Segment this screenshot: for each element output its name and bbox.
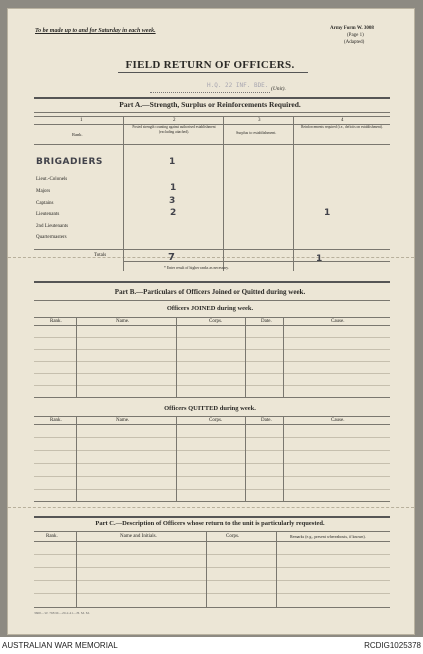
row-line	[34, 349, 390, 350]
col-number: 2	[173, 118, 176, 123]
rule	[34, 516, 390, 518]
col-divider	[76, 531, 77, 607]
col-divider	[123, 116, 124, 271]
quitted-col-cause: Cause.	[331, 418, 345, 423]
joined-col-corps: Corps.	[209, 319, 223, 324]
fold-line	[8, 507, 414, 508]
rule	[34, 116, 390, 117]
col-divider	[245, 416, 246, 501]
rule	[34, 424, 390, 425]
rule	[34, 281, 390, 283]
rank-2nd-lieutenants: 2nd Lieutenants	[36, 224, 69, 229]
rule	[34, 531, 390, 532]
c-col-corps: Corps.	[226, 534, 240, 539]
footer-record-id: RCDIG1025378	[364, 641, 421, 650]
reinf-total: 1	[316, 254, 323, 264]
row-line	[34, 476, 390, 477]
archive-footer	[0, 637, 423, 654]
reinf-lieutenants: 1	[324, 208, 331, 218]
row-line	[34, 373, 390, 374]
part-a-title: Part A.—Strength, Surplus or Reinforcements Required.	[119, 100, 301, 109]
row-line	[34, 489, 390, 490]
joined-col-rank: Rank.	[50, 319, 62, 324]
rank-brigadiers: BRIGADIERS	[36, 157, 103, 167]
print-code: 3600—W. 768 M—20-2-41—H. M. M.	[34, 611, 90, 615]
quitted-col-date: Date.	[261, 418, 272, 423]
title-underline	[118, 72, 308, 73]
c-col-name: Name and Initials.	[120, 534, 157, 539]
quitted-col-corps: Corps.	[209, 418, 223, 423]
col-divider	[276, 531, 277, 607]
c-col-remarks: Remarks (e.g., present whereabouts, if known).	[290, 534, 366, 539]
row-line	[34, 580, 390, 581]
col-divider	[176, 416, 177, 501]
page-number: (Page 1)	[347, 33, 364, 38]
col-number: 3	[258, 118, 261, 123]
rule	[34, 300, 390, 301]
posted-majors: 1	[170, 183, 177, 193]
adapted-label: (Adapted)	[344, 40, 365, 45]
rule	[34, 144, 390, 145]
page-title: FIELD RETURN OF OFFICERS.	[125, 59, 295, 71]
rule	[34, 501, 390, 502]
rule	[123, 261, 390, 262]
rule	[34, 317, 390, 318]
col-header-posted: Posted strength counting against authorised establishment (excluding attached).	[132, 125, 216, 134]
col-divider	[176, 317, 177, 397]
rule	[34, 325, 390, 326]
rule	[34, 397, 390, 398]
row-line	[34, 437, 390, 438]
joined-col-date: Date.	[261, 319, 272, 324]
joined-col-name: Name.	[116, 319, 130, 324]
posted-captains: 3	[169, 196, 176, 206]
rule	[34, 416, 390, 417]
col-header-rank: Rank.	[72, 132, 83, 137]
col-divider	[245, 317, 246, 397]
col-number: 4	[341, 118, 344, 123]
col-divider	[76, 317, 77, 397]
col-divider	[76, 416, 77, 501]
col-header-surplus: Surplus to establishment.	[236, 130, 277, 135]
part-b-title: Part B.—Particulars of Officers Joined or Quitted during week.	[114, 288, 306, 296]
form-id: Army Form W. 3008	[330, 26, 374, 31]
posted-brigadiers: 1	[169, 157, 176, 167]
rule	[34, 249, 390, 250]
row-line	[34, 385, 390, 386]
posted-total: 7	[168, 252, 175, 263]
rank-lieut-colonels: Lieut.-Colonels	[36, 177, 68, 182]
part-c-title: Part C.—Description of Officers whose return to the unit is particularly requested.	[95, 520, 325, 527]
totals-label: Totals	[94, 253, 107, 258]
form-sheet	[7, 8, 415, 635]
footer-institution: AUSTRALIAN WAR MEMORIAL	[2, 641, 118, 650]
rank-captains: Captains	[36, 201, 54, 206]
c-col-rank: Rank.	[46, 534, 58, 539]
rule	[34, 541, 390, 542]
rank-quartermasters: Quartermasters	[36, 235, 67, 240]
unit-label: (Unit).	[271, 86, 286, 92]
row-line	[34, 463, 390, 464]
row-line	[34, 361, 390, 362]
rank-majors: Majors	[36, 189, 51, 194]
instruction-text: To be made up to and for Saturday in each week.	[35, 28, 156, 34]
rule	[34, 607, 390, 608]
col-header-reinforcements: Reinforcements required (i.e., deficits on establishment).	[301, 125, 383, 129]
unit-stamp: H.Q. 22 INF. BDE.	[207, 82, 269, 89]
col-divider	[283, 317, 284, 397]
rule	[34, 112, 390, 113]
quitted-title: Officers QUITTED during week.	[164, 405, 256, 412]
row-line	[34, 450, 390, 451]
col-divider	[283, 416, 284, 501]
row-line	[34, 337, 390, 338]
rank-lieutenants: Lieutenants	[36, 212, 60, 217]
col-divider	[206, 531, 207, 607]
row-line	[34, 554, 390, 555]
col-divider	[293, 116, 294, 271]
quitted-col-rank: Rank.	[50, 418, 62, 423]
row-line	[34, 567, 390, 568]
col-number: 1	[80, 118, 83, 123]
joined-title: Officers JOINED during week.	[166, 305, 254, 312]
posted-lieutenants: 2	[170, 208, 177, 218]
rule	[34, 97, 390, 99]
quitted-col-name: Name.	[116, 418, 130, 423]
col-divider	[223, 116, 224, 271]
unit-line	[150, 91, 270, 93]
joined-col-cause: Cause.	[331, 319, 345, 324]
fold-line	[8, 257, 414, 258]
row-line	[34, 593, 390, 594]
footnote: * Enter result of higher ranks as necessary.	[164, 266, 229, 270]
